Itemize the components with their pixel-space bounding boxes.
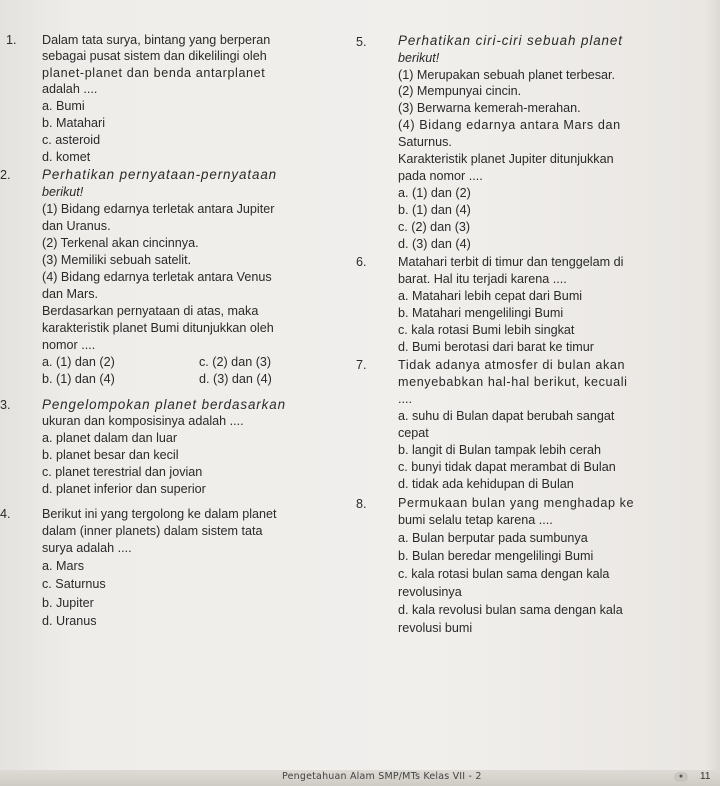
option-a: a. Bumi [42,99,85,113]
question-text: nomor .... [42,338,96,352]
statement: (3) Berwarna kemerah-merahan. [398,101,581,115]
page-edge-shadow [706,0,720,770]
footer-text: Pengetahuan Alam SMP/MTs Kelas VII - 2 [282,771,482,782]
statement: (4) Bidang edarnya antara Mars dan [398,118,621,132]
question-text: dalam (inner planets) dalam sistem tata [42,524,263,538]
statement: dan Uranus. [42,219,111,233]
option-b: b. Matahari [42,116,105,130]
question-text: Dalam tata surya, bintang yang berperan [42,33,271,47]
question-text: .... [398,392,412,406]
question-text: menyebabkan hal-hal berikut, kecuali [398,375,628,389]
option-d: d. (3) dan (4) [398,237,471,251]
question-number: 7. [356,358,367,372]
question-number: 4. [0,507,11,521]
question-text: Perhatikan pernyataan-pernyataan [42,167,278,182]
option-a-continued: cepat [398,426,429,440]
option-a: a. (1) dan (2) [398,186,471,200]
question-text: Berdasarkan pernyataan di atas, maka [42,304,259,318]
option-d: d. (3) dan (4) [199,372,272,386]
question-number: 1. [6,33,17,47]
question-text: berikut! [398,51,440,65]
statement: dan Mars. [42,287,98,301]
question-text: Matahari terbit di timur dan tenggelam di [398,255,624,269]
question-text: adalah .... [42,82,98,96]
question-number: 5. [356,35,367,49]
statement: (2) Mempunyai cincin. [398,84,522,98]
option-c: c. bunyi tidak dapat merambat di Bulan [398,460,616,474]
option-a: a. suhu di Bulan dapat berubah sangat [398,409,615,423]
question-text: pada nomor .... [398,169,483,183]
question-text: bumi selalu tetap karena .... [398,513,553,527]
question-number: 8. [356,497,367,511]
option-c-continued: revolusinya [398,585,462,599]
option-d: d. planet inferior dan superior [42,482,206,496]
option-b: b. Bulan beredar mengelilingi Bumi [398,549,594,563]
option-c: c. (2) dan (3) [199,355,272,369]
statement: (1) Bidang edarnya terletak antara Jupiter [42,202,275,216]
statement: (4) Bidang edarnya terletak antara Venus [42,270,272,284]
question-number: 6. [356,255,367,269]
statement: (2) Terkenal akan cincinnya. [42,236,199,250]
page-footer [0,770,720,786]
page-badge-icon: ● [674,772,688,782]
option-d: d. Uranus [42,614,97,628]
question-text: barat. Hal itu terjadi karena .... [398,272,567,286]
option-a: a. Mars [42,559,84,573]
option-c: c. kala rotasi bulan sama dengan kala [398,567,610,581]
option-d: d. Bumi berotasi dari barat ke timur [398,340,594,354]
question-number: 2. [0,168,11,182]
option-b: b. langit di Bulan tampak lebih cerah [398,443,602,457]
option-d-continued: revolusi bumi [398,621,473,635]
option-a: a. (1) dan (2) [42,355,115,369]
option-c: c. Saturnus [42,577,106,591]
question-text: Permukaan bulan yang menghadap ke [398,496,635,510]
option-d: d. komet [42,150,91,164]
option-d: d. kala revolusi bulan sama dengan kala [398,603,623,617]
option-b: b. Matahari mengelilingi Bumi [398,306,564,320]
question-text: surya adalah .... [42,541,132,555]
question-text: Karakteristik planet Jupiter ditunjukkan [398,152,614,166]
question-text: ukuran dan komposisinya adalah .... [42,414,244,428]
question-text: Berikut ini yang tergolong ke dalam planet [42,507,277,521]
option-c: c. (2) dan (3) [398,220,471,234]
question-text: karakteristik planet Bumi ditunjukkan oleh [42,321,274,335]
statement: Saturnus. [398,135,452,149]
statement: (1) Merupakan sebuah planet terbesar. [398,68,616,82]
question-number: 3. [0,398,11,412]
option-b: b. (1) dan (4) [398,203,471,217]
option-d: d. tidak ada kehidupan di Bulan [398,477,574,491]
question-text: berikut! [42,185,84,199]
option-a: a. Matahari lebih cepat dari Bumi [398,289,583,303]
option-b: b. Jupiter [42,596,94,610]
statement: (3) Memiliki sebuah satelit. [42,253,192,267]
question-text: sebagai pusat sistem dan dikelilingi oleh [42,49,267,63]
option-c: c. kala rotasi Bumi lebih singkat [398,323,575,337]
option-c: c. planet terestrial dan jovian [42,465,203,479]
question-text: planet-planet dan benda antarplanet [42,66,266,80]
question-text: Perhatikan ciri-ciri sebuah planet [398,33,623,48]
question-text: Pengelompokan planet berdasarkan [42,397,286,412]
option-a: a. Bulan berputar pada sumbunya [398,531,588,545]
option-c: c. asteroid [42,133,101,147]
option-b: b. (1) dan (4) [42,372,115,386]
option-a: a. planet dalam dan luar [42,431,178,445]
option-b: b. planet besar dan kecil [42,448,179,462]
page-number: 11 [700,771,711,782]
question-text: Tidak adanya atmosfer di bulan akan [398,358,626,372]
